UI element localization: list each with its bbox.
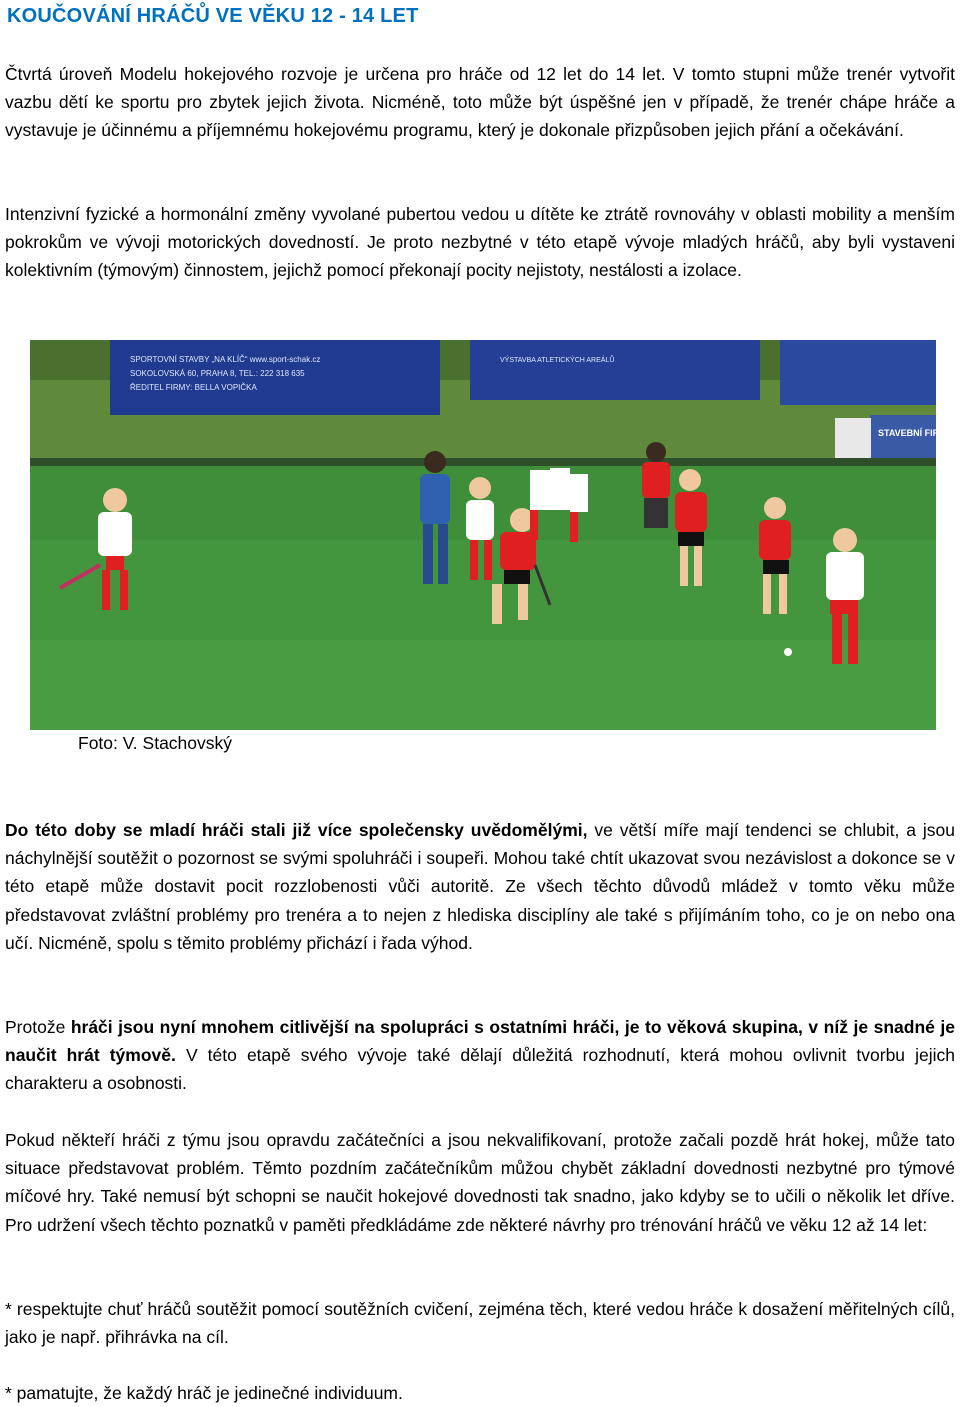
photo-caption: Foto: V. Stachovský: [78, 733, 233, 753]
paragraph-teamwork-start: Protože: [5, 1017, 71, 1037]
sponsor-banner-middle: [470, 340, 760, 400]
paragraph-teamwork-bold: hráči jsou nyní mnohem citlivější na spolupráci s ostatními hráči, je to věková skupina, v níž je snadné je naučit hrát týmově.: [5, 1017, 955, 1066]
paragraph-teamwork-rest: V této etapě svého vývoje také dělají důležitá rozhodnutí, která mohou ovlivnit tvorbu jejich charakteru a osobnosti.: [5, 1045, 955, 1094]
hockey-photo: [30, 340, 954, 730]
banner-right-text: STAVEBNÍ FIRMA: [878, 428, 954, 438]
bullet-competition: * respektujte chuť hráčů soutěžit pomocí soutěžních cvičení, zejména těch, které vedou hráče k dosažení měřitelných cílů, jako je např. přihrávka na cíl.: [5, 1299, 955, 1348]
hockey-ball: [784, 648, 792, 656]
paragraph-social-bold: Do této doby se mladí hráči stali již více společensky uvědomělými,: [5, 820, 588, 840]
banner-left-text-3: ŘEDITEL FIRMY: BELLA VOPIČKA: [130, 383, 257, 392]
paragraph-teamwork: [5, 1013, 955, 1098]
paragraph-beginners: Pokud někteří hráči z týmu jsou opravdu začátečníci a jsou nekvalifikovaní, protože začali pozdě hrát hokej, může tato situace představovat problém. Těmto pozdním začátečníkům můžou chybět základní dovednosti nezbytné pro týmové míčové hry. Také nemusí být schopni se naučit hokejové dovednosti tak snadno, jako kdyby se to učili o několik let dříve. Pro udržení všech těchto poznatků v paměti předkládáme zde některé návrhy pro trénování hráčů ve věku 12 až 14 let:: [5, 1130, 955, 1235]
banner-left-text-2: SOKOLOVSKÁ 60, PRAHA 8, TEL.: 222 318 635: [130, 369, 305, 378]
paragraph-intro: Čtvrtá úroveň Modelu hokejového rozvoje je určena pro hráče od 12 let do 14 let. V tomto stupni může trenér vytvořit vazbu dětí ke sportu pro zbytek jejich života. Nicméně, toto může být úspěšné jen v případě, že trenér chápe hráče a vystavuje je účinnému a příjemnému hokejovému programu, který je dokonale přizpůsoben jejich přání a očekávání.: [5, 64, 955, 141]
paragraph-social: [5, 816, 955, 957]
paragraph-social-rest: ve větší míře mají tendenci se chlubit, a jsou náchylnější soutěžit o pozornost se svými spoluhráči i soupeři. Mohou také chtít ukazovat svou nezávislost a dokonce se v této etapě může dostavit pocit rozzlobenosti vůči autoritě. Ze všech těchto důvodů mládež v tomto věku může představovat zvláštní problémy pro trenéra a to nejen z hlediska disciplíny ale také s přijímáním toho, co je on nebo ona učí. Nicméně, spolu s těmito problémy přichází i řada výhod.: [5, 820, 955, 953]
sponsor-banner-right: [780, 340, 936, 405]
banner-left-text: SPORTOVNÍ STAVBY „NA KLÍČ“ www.sport-schak.cz: [130, 355, 321, 364]
paragraph-puberty: Intenzivní fyzické a hormonální změny vyvolané pubertou vedou u dítěte ke ztrátě rovnováhy v oblasti mobility a menším pokrokům ve vývoji motorických dovedností. Je proto nezbytné v této etapě vývoje mladých hráčů, aby byli vystaveni kolektivním (týmovým) činnostem, jejichž pomocí překonají pocity nejistoty, nestálosti a izolace.: [5, 204, 955, 281]
bullet-individual: * pamatujte, že každý hráč je jedinečné individuum.: [5, 1383, 403, 1403]
banner-middle-text: VÝSTAVBA ATLETICKÝCH AREÁLŮ: [500, 357, 615, 364]
page-title: KOUČOVÁNÍ HRÁČŮ VE VĚKU 12 - 14 LET: [7, 5, 419, 27]
